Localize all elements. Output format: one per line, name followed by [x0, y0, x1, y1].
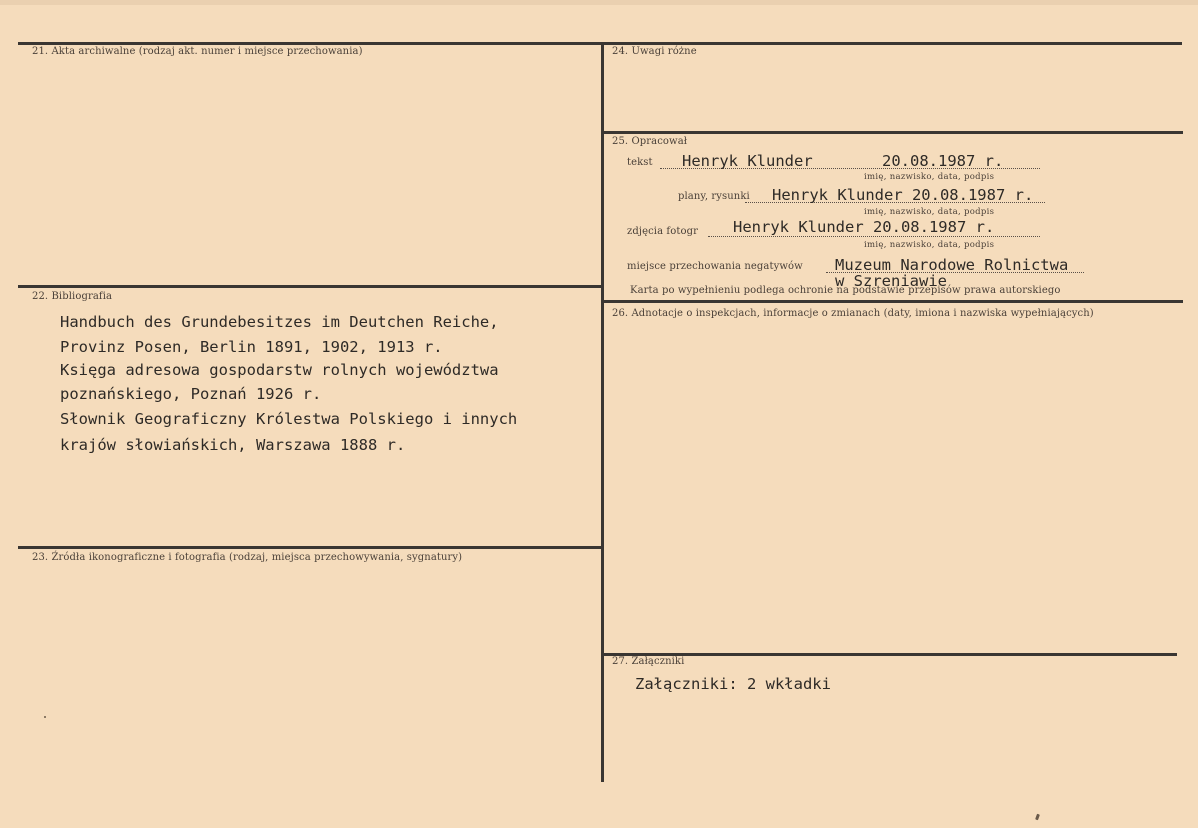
section-26-label: 26. Adnotacje o inspekcjach, informacje o zmianach (daty, imiona i nazwiska wypełniających) [612, 308, 1094, 319]
negatywy-value-line2: w Szreniawie [835, 272, 947, 290]
card-top-edge [0, 0, 1198, 5]
attachments-value: Załączniki: 2 wkładki [635, 675, 831, 693]
section-27-label: 27. Załączniki [612, 656, 685, 667]
tekst-caption: imię, nazwisko, data, podpis [864, 172, 995, 182]
plany-label: plany, rysunki [678, 191, 750, 202]
copyright-note: Karta po wypełnieniu podlega ochronie na podstawie przepisów prawa autorskiego [630, 285, 1061, 296]
negatywy-label: miejsce przechowania negatywów [627, 261, 803, 272]
zdjecia-value: Henryk Klunder 20.08.1987 r. [733, 218, 995, 236]
bibliography-line: Księga adresowa gospodarstw rolnych województwa [60, 361, 499, 379]
zdjecia-label: zdjęcia fotogr [627, 226, 698, 237]
plany-caption: imię, nazwisko, data, podpis [864, 207, 995, 217]
tekst-author: Henryk Klunder [682, 152, 813, 170]
zdjecia-dotted-line [708, 236, 1040, 237]
paper-speck [44, 716, 46, 718]
section-21-label: 21. Akta archiwalne (rodzaj akt. numer i miejsce przechowania) [32, 46, 363, 57]
plany-value: Henryk Klunder 20.08.1987 r. [772, 186, 1034, 204]
bibliography-line: poznańskiego, Poznań 1926 r. [60, 385, 322, 403]
rule-left-21-22 [18, 285, 603, 288]
rule-left-22-23 [18, 546, 603, 549]
section-23-label: 23. Źródła ikonograficzne i fotografia (rodzaj, miejsca przechowywania, sygnatury) [32, 552, 463, 563]
rule-right-26-27 [603, 653, 1177, 656]
rule-right-24-25 [603, 131, 1183, 134]
rule-right-25-26 [603, 300, 1183, 303]
section-25-label: 25. Opracował [612, 136, 688, 147]
bibliography-line: Słownik Geograficzny Królestwa Polskiego i innych [60, 410, 518, 428]
bibliography-line: Handbuch des Grundebesitzes im Deutchen Reiche, [60, 313, 499, 331]
tekst-date: 20.08.1987 r. [882, 152, 1004, 170]
zdjecia-caption: imię, nazwisko, data, podpis [864, 240, 995, 250]
negatywy-value-line1: Muzeum Narodowe Rolnictwa [835, 256, 1069, 274]
section-22-label: 22. Bibliografia [32, 291, 113, 302]
bibliography-line: Provinz Posen, Berlin 1891, 1902, 1913 r. [60, 338, 443, 356]
rule-top [18, 42, 1182, 45]
rule-center-vertical [601, 42, 604, 782]
bibliography-line: krajów słowiańskich, Warszawa 1888 r. [60, 436, 406, 454]
paper-speck [1035, 814, 1040, 821]
tekst-label: tekst [627, 157, 653, 168]
section-24-label: 24. Uwagi różne [612, 46, 697, 57]
